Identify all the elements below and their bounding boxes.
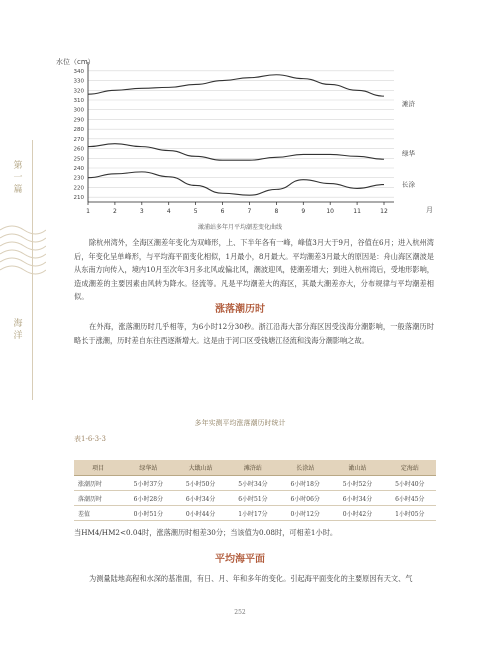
- table-header: 项目: [74, 460, 122, 476]
- y-tick-label: 300: [73, 107, 84, 114]
- y-tick-label: 290: [73, 117, 84, 124]
- x-tick-label: 11: [353, 208, 361, 215]
- x-tick-label: 7: [247, 208, 252, 215]
- duration-table: [74, 460, 436, 521]
- table-cell: 涨潮历时: [74, 476, 122, 491]
- table-header: 定海站: [384, 460, 436, 476]
- paragraph-3: 当HM4/HM2<0.04时，涨落潮历时相差30分；当该值为0.08时，可相差1小时。: [74, 528, 338, 537]
- paragraph-4: 为测量陆地高程和水深的基准面，有日、月、年和多年的变化。引起海平面变化的主要原因有天文、气: [89, 574, 413, 583]
- table-cell: 6小时28分: [122, 491, 174, 506]
- table-cell: 5小时34分: [227, 476, 279, 491]
- table-cell: 6小时34分: [175, 491, 227, 506]
- table-cell: 落潮历时: [74, 491, 122, 506]
- series-label-1: 滩浒: [402, 100, 415, 109]
- table-cell: 0小时44分: [175, 506, 227, 521]
- paragraph-2: 在外海，涨落潮历时几乎相等，为6小时12分30秒。浙江沿海大部分海区因受浅海分潮影响，一般落潮历时略长于涨潮，历时差自东往西逐渐增大。这是由于河口区受钱塘江径流和浅海分潮影响之故。: [74, 322, 434, 345]
- table-header: 绿华站: [122, 460, 174, 476]
- chart-grid: [88, 71, 394, 197]
- x-tick-label: 5: [193, 208, 198, 215]
- table-row: [74, 476, 436, 491]
- chart-caption: 澉浦站多年月平均潮差变化曲线: [197, 224, 282, 231]
- y-tick-label: 330: [73, 78, 84, 85]
- x-tick-label: 2: [112, 208, 117, 215]
- chart-series: [88, 75, 416, 195]
- table-cell: 6小时06分: [279, 491, 331, 506]
- tidal-range-chart: [48, 56, 448, 226]
- table-number: 表1-6-3-3: [74, 435, 106, 443]
- x-tick-label: 12: [380, 208, 388, 215]
- x-tick-label: 3: [139, 208, 144, 215]
- table-header: 澉山站: [331, 460, 383, 476]
- side-rail: [0, 140, 48, 400]
- table-cell: 6小时18分: [279, 476, 331, 491]
- series-line-3: [88, 172, 384, 195]
- table-header: 长涂站: [279, 460, 331, 476]
- table-cell: 5小时50分: [175, 476, 227, 491]
- series-line-2: [88, 144, 384, 161]
- heading-mean-sea-level: 平均海平面: [215, 554, 265, 565]
- chart-axes: [74, 62, 395, 215]
- y-tick-label: 260: [73, 146, 84, 153]
- x-tick-label: 1: [86, 208, 90, 215]
- x-tick-label: 10: [326, 208, 335, 215]
- table-header-row: [74, 460, 436, 476]
- x-tick-label: 8: [274, 208, 279, 215]
- x-tick-label: 9: [301, 208, 306, 215]
- table-cell: 6小时45分: [384, 491, 436, 506]
- y-tick-label: 320: [73, 88, 84, 95]
- x-axis-label: 月: [426, 206, 433, 214]
- table-header: 滩浒站: [227, 460, 279, 476]
- y-tick-label: 210: [73, 195, 84, 202]
- table-cell: 5小时37分: [122, 476, 174, 491]
- table-cell: 1小时05分: [384, 506, 436, 521]
- series-line-1: [88, 75, 384, 96]
- y-tick-label: 310: [73, 98, 84, 104]
- series-label-2: 绿华: [402, 149, 415, 158]
- table-row: [74, 506, 436, 521]
- y-tick-label: 280: [73, 127, 84, 134]
- table-cell: 0小时12分: [279, 506, 331, 521]
- section-label: 海洋: [13, 319, 23, 341]
- table-cell: 1小时17分: [227, 506, 279, 521]
- y-tick-label: 240: [73, 166, 84, 172]
- table-cell: 0小时51分: [122, 506, 174, 521]
- table-cell: 差值: [74, 506, 122, 521]
- table-cell: 0小时42分: [331, 506, 383, 521]
- heading-flow-duration: 涨落潮历时: [215, 304, 265, 315]
- y-tick-label: 270: [73, 136, 84, 143]
- x-tick-label: 4: [166, 208, 171, 215]
- y-tick-label: 340: [73, 68, 84, 75]
- table-title: 多年实测平均涨落潮历时统计: [194, 419, 286, 427]
- table-header: 大戢山站: [175, 460, 227, 476]
- table-cell: 6小时51分: [227, 491, 279, 506]
- table-cell: 6小时34分: [331, 491, 383, 506]
- y-tick-label: 220: [73, 185, 84, 192]
- table-cell: 5小时40分: [384, 476, 436, 491]
- chapter-label: 第一篇: [13, 161, 23, 195]
- page-number: 252: [234, 609, 246, 616]
- series-label-3: 长涂: [402, 180, 415, 189]
- x-tick-label: 6: [220, 208, 225, 215]
- y-axis-label: 水位（cm）: [56, 58, 95, 66]
- paragraph-1: 除杭州湾外，全海区潮差年变化为双峰形，上、下半年各有一峰，峰值3月大于9月，谷值在6月；进入杭州湾后，年变化呈单峰形，与平均海平面变化相似，1月最小，8月最大。平均潮差3月最大的原因是：舟山海区潮波是从东南方向传入，境内10月至次年3月多北风或偏北风，潮波迎风，使潮差增大；到进入杭州湾后，受地形影响，造成潮差的主要因素由风转为降水。径流等。凡是平均潮差大的海区，其最大潮差亦大，分布规律与平均潮差相似。: [74, 238, 434, 301]
- y-tick-label: 250: [73, 156, 84, 163]
- table-row: [74, 491, 436, 506]
- table-cell: 5小时52分: [331, 476, 383, 491]
- y-tick-label: 230: [73, 175, 84, 182]
